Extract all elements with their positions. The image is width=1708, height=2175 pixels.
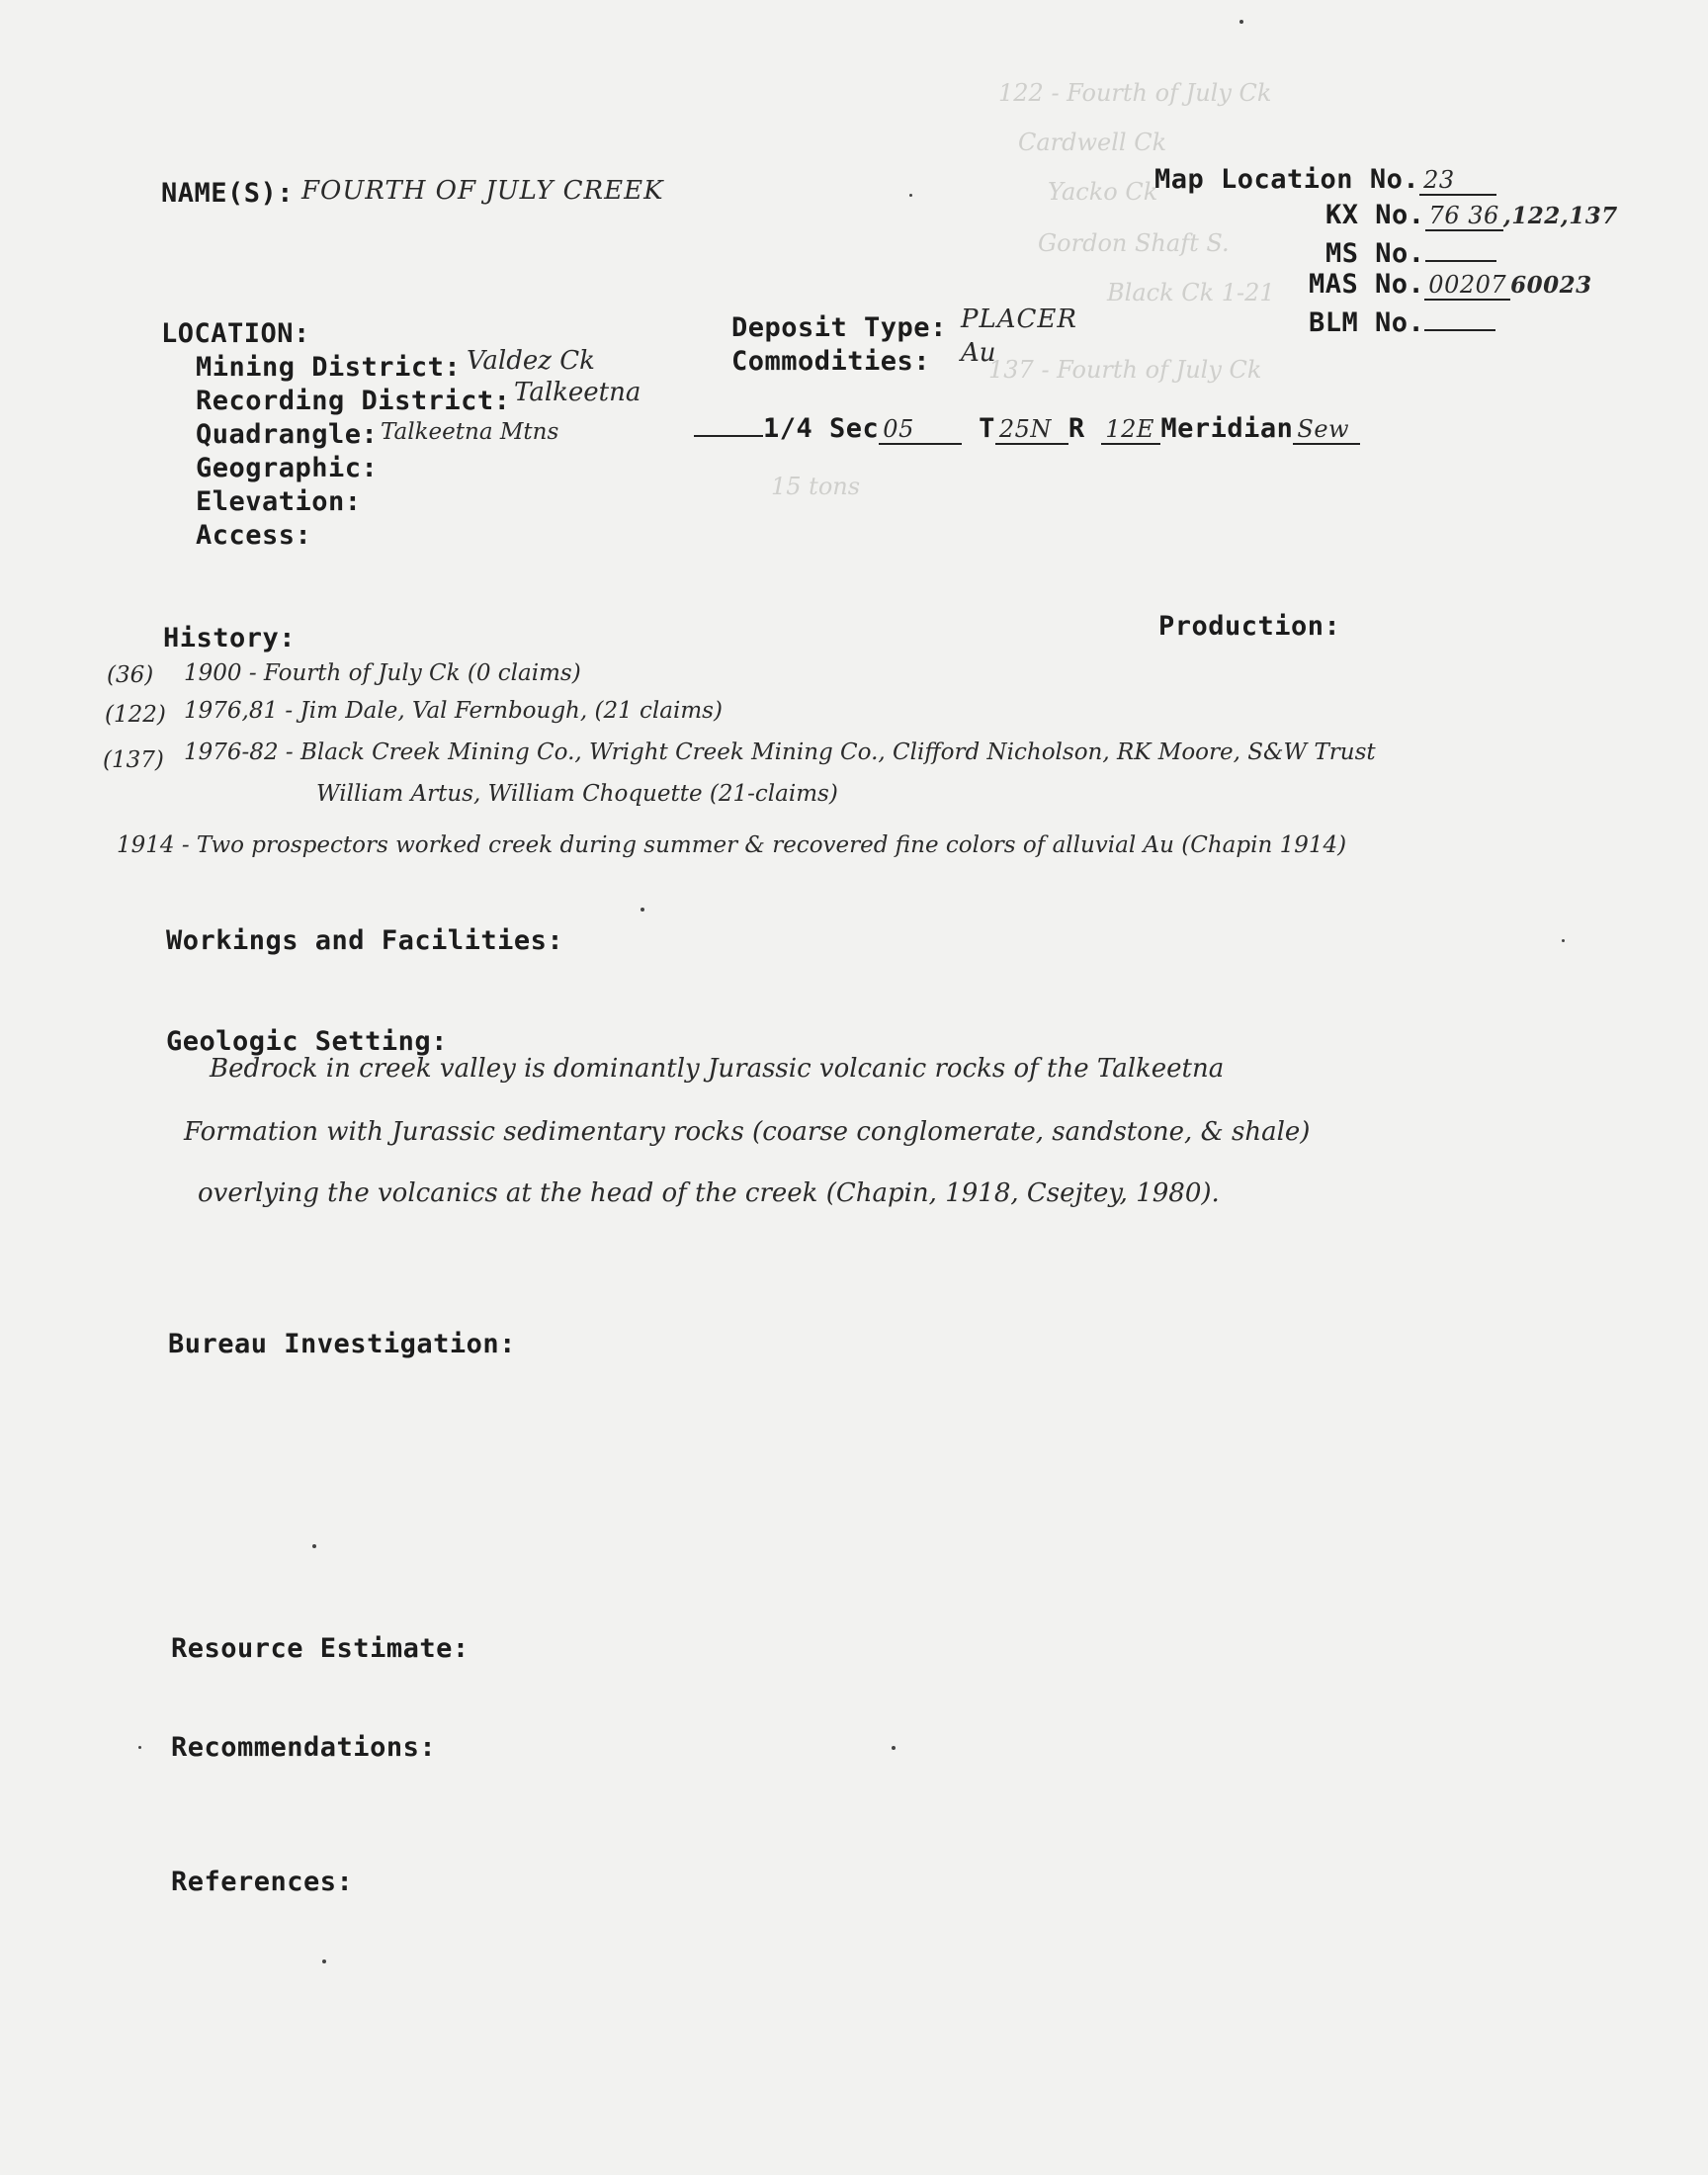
map-location-value: 23	[1419, 166, 1496, 196]
kx-field: KX No. 76 36 ,122,137	[1325, 200, 1618, 230]
mas-value: 00207	[1424, 271, 1510, 301]
ms-field: MS No.	[1325, 234, 1496, 269]
mas-field: MAS No. 00207 60023	[1309, 269, 1592, 300]
bleed-through-text: Black Ck 1-21	[1107, 279, 1275, 306]
township-value: 25N	[995, 415, 1068, 445]
sec-value: 05	[879, 415, 962, 445]
geologic-setting-label: Geologic Setting:	[166, 1026, 448, 1057]
scan-speck	[322, 1959, 326, 1963]
access-label: Access:	[196, 520, 312, 551]
names-label: NAME(S):	[161, 178, 295, 209]
bleed-through-text: 122 - Fourth of July Ck	[998, 79, 1272, 107]
ms-blank	[1425, 234, 1496, 262]
scan-speck	[1239, 20, 1243, 24]
location-label: LOCATION:	[161, 318, 310, 349]
mining-district-value: Valdez Ck	[467, 346, 595, 376]
bleed-through-text: Yacko Ck	[1048, 178, 1158, 206]
scan-speck	[138, 1746, 141, 1749]
elevation-label: Elevation:	[196, 486, 362, 517]
production-label: Production:	[1158, 611, 1341, 642]
history-ref: (122)	[105, 702, 166, 728]
kx-extra: ,122,137	[1502, 203, 1618, 229]
deposit-type-label: Deposit Type:	[731, 312, 947, 343]
commodities-label: Commodities:	[731, 346, 931, 377]
history-label: History:	[163, 623, 297, 653]
deposit-type-value: PLACER	[961, 304, 1077, 334]
workings-label: Workings and Facilities:	[166, 925, 564, 956]
bleed-through-text: Gordon Shaft S.	[1038, 229, 1230, 257]
recording-district-label: Recording District:	[196, 386, 511, 416]
bleed-through-text: 137 - Fourth of July Ck	[988, 356, 1262, 384]
legal-location-line: 1/4 Sec 05 T 25N R 12E Meridian Sew	[694, 409, 1360, 445]
map-location-field: Map Location No. 23	[1154, 164, 1496, 196]
bleed-through-text: 15 tons	[771, 473, 861, 500]
history-ref: (36)	[107, 662, 154, 688]
mining-district-label: Mining District:	[196, 352, 462, 383]
history-note: 1914 - Two prospectors worked creek during summer & recovered fine colors of alluvial Au (Chapin 1914)	[117, 832, 1347, 858]
quadrangle-label: Quadrangle:	[196, 419, 379, 450]
geographic-label: Geographic:	[196, 453, 379, 483]
quadrangle-value: Talkeetna Mtns	[381, 419, 559, 445]
history-ref: (137)	[103, 747, 164, 773]
history-entry: William Artus, William Choquette (21-claims)	[316, 781, 838, 807]
range-value: 12E	[1101, 415, 1160, 445]
meridian-value: Sew	[1293, 415, 1360, 445]
commodities-value: Au	[961, 338, 996, 368]
bleed-through-text: Cardwell Ck	[1018, 129, 1167, 156]
bureau-investigation-label: Bureau Investigation:	[168, 1329, 516, 1359]
resource-estimate-label: Resource Estimate:	[171, 1633, 470, 1664]
scan-speck	[312, 1544, 316, 1548]
geologic-line: Formation with Jurassic sedimentary rocks (coarse conglomerate, sandstone, & shale)	[184, 1117, 1311, 1147]
scan-speck	[1562, 939, 1565, 942]
references-label: References:	[171, 1867, 354, 1897]
blm-blank	[1424, 304, 1495, 331]
history-entry: 1976,81 - Jim Dale, Val Fernbough, (21 claims)	[184, 698, 723, 724]
names-value: FOURTH OF JULY CREEK	[301, 176, 664, 206]
geologic-line: Bedrock in creek valley is dominantly Jurassic volcanic rocks of the Talkeetna	[210, 1054, 1225, 1084]
mas-extra: 60023	[1510, 272, 1592, 299]
scan-speck	[640, 908, 644, 912]
quarter-blank	[694, 409, 763, 437]
blm-field: BLM No.	[1309, 304, 1495, 338]
history-entry: 1976-82 - Black Creek Mining Co., Wright Creek Mining Co., Clifford Nicholson, RK Moore, S&W Trust	[184, 740, 1376, 765]
kx-value: 76 36	[1425, 202, 1503, 231]
geologic-line: overlying the volcanics at the head of the creek (Chapin, 1918, Csejtey, 1980).	[198, 1178, 1220, 1208]
history-entry: 1900 - Fourth of July Ck (0 claims)	[184, 660, 581, 686]
recommendations-label: Recommendations:	[171, 1732, 437, 1763]
scan-speck	[892, 1746, 896, 1750]
scan-speck	[909, 194, 912, 197]
recording-district-value: Talkeetna	[514, 378, 641, 407]
